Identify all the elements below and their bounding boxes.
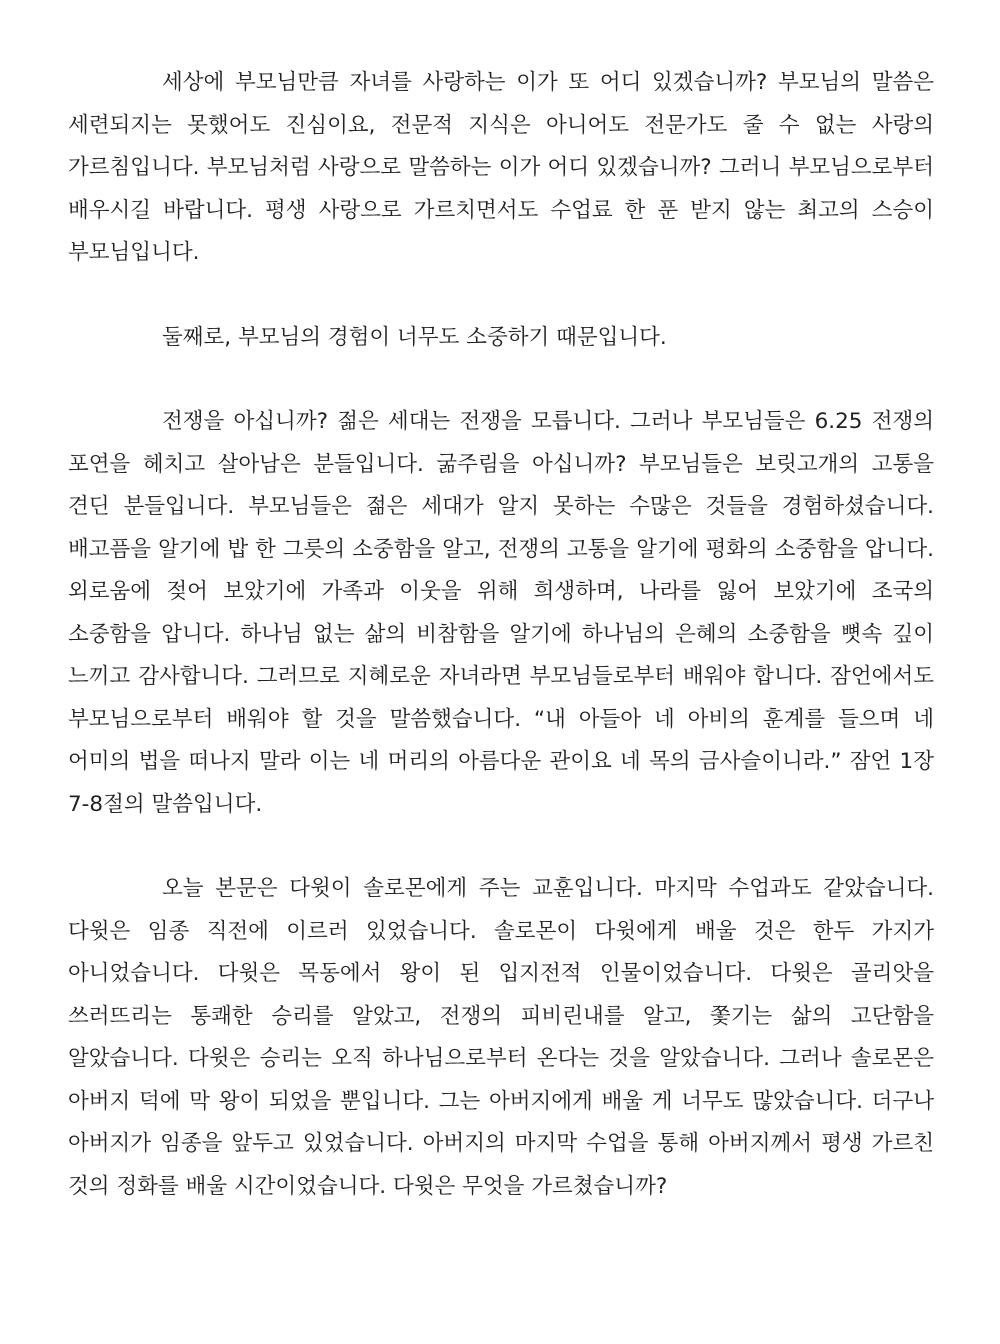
paragraph-parents-love: 세상에 부모님만큼 자녀를 사랑하는 이가 또 어디 있겠습니까? 부모님의 말씀은 세련되지는 못했어도 진심이요, 전문적 지식은 아니어도 전문가도 줄 수 없는 사랑의 가르침입니다. 부모님처럼 사랑으로 말씀하는 이가 어디 있겠습니까? 그러니 부모님으로부터 배우시길 바랍니다. 평생 사랑으로 가르치면서도 수업료 한 푼 받지 않는 최고의 스승이 부모님입니다. xyxy=(68,70,934,265)
paragraph-spacer xyxy=(68,359,934,401)
paragraph-spacer xyxy=(68,275,934,317)
paragraph-parents-experience: 전쟁을 아십니까? 젊은 세대는 전쟁을 모릅니다. 그러나 부모님들은 6.25 전쟁의 포연을 헤치고 살아남은 분들입니다. 굶주림을 아십니까? 부모님들은 보릿고개의 고통을 견딘 분들입니다. 부모님들은 젊은 세대가 알지 못하는 수많은 것들을 경험하셨습니다. 배고픔을 알기에 밥 한 그릇의 소중함을 알고, 전쟁의 고통을 알기에 평화의 소중함을 압니다. 외로움에 젖어 보았기에 가족과 이웃을 위해 희생하며, 나라를 잃어 보았기에 조국의 소중함을 압니다. 하나님 없는 삶의 비참함을 알기에 하나님의 은혜의 소중함을 뼛속 깊이 느끼고 감사합니다. 그러므로 지혜로운 자녀라면 부모님들로부터 배워야 합니다. 잠언에서도 부모님으로부터 배워야 할 것을 말씀했습니다. “내 아들아 네 아비의 훈계를 들으며 네 어미의 법을 떠나지 말라 이는 네 머리의 아름다운 관이요 네 목의 금사슬이니라.” 잠언 1장 7-8절의 말씀입니다. xyxy=(68,409,934,817)
paragraph-second-reason-heading: 둘째로, 부모님의 경험이 너무도 소중하기 때문입니다. xyxy=(162,324,667,350)
paragraph-david-solomon: 오늘 본문은 다윗이 솔로몬에게 주는 교훈입니다. 마지막 수업과도 같았습니다. 다윗은 임종 직전에 이르러 있었습니다. 솔로몬이 다윗에게 배울 것은 한두 가지가 아니었습니다. 다윗은 목동에서 왕이 된 입지전적 인물이었습니다. 다윗은 골리앗을 쓰러뜨리는 통쾌한 승리를 알았고, 전쟁의 피비린내를 알고, 쫓기는 삶의 고단함을 알았습니다. 다윗은 승리는 오직 하나님으로부터 온다는 것을 알았습니다. 그러나 솔로몬은 아버지 덕에 막 왕이 되었을 뿐입니다. 그는 아버지에게 배울 게 너무도 많았습니다. 더구나 아버지가 임종을 앞두고 있었습니다. 아버지의 마지막 수업을 통해 아버지께서 평생 가르친 것의 정화를 배울 시간이었습니다. 다윗은 무엇을 가르쳤습니까? xyxy=(68,876,934,1199)
paragraph-spacer xyxy=(68,826,934,868)
document-page xyxy=(68,62,934,1208)
